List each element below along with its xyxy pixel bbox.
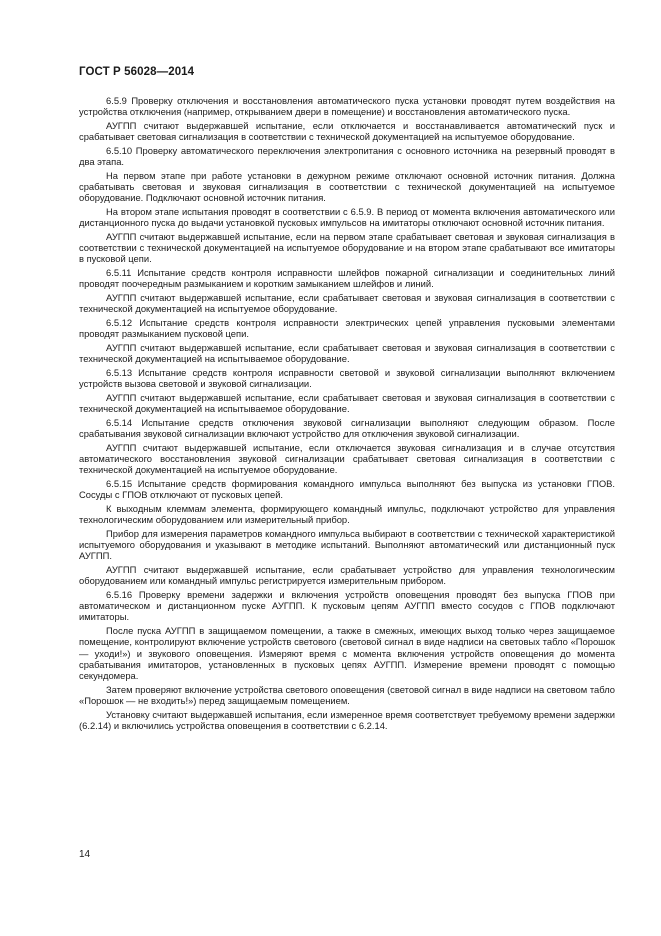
body-text xyxy=(79,95,615,734)
paragraph: АУГПП считают выдержавшей испытание, если отключается звуковая сигнализация и в случае отсутствия автоматического восстановления звуковой сигнализации срабатывает световая сигнализация в соответствии с технической документацией на испытуемое оборудование. xyxy=(79,441,615,476)
paragraph: После пуска АУГПП в защищаемом помещении, а также в смежных, имеющих выход только через защищаемое помещение, контролируют включение устройств светового (световой сигнал в виде надписи на световых табло «Порошок — уходи!») и звукового оповещения. Измеряют время с момента включения устройств оповещения до момента срабатывания имитаторов, установленных в пусковых цепях АУГПП. Измерение времени проводят с помощью секундомера. xyxy=(79,625,615,681)
paragraph: К выходным клеммам элемента, формирующего командный импульс, подключают устройство для управления технологическим оборудованием или измерительный прибор. xyxy=(79,502,615,526)
paragraph: На первом этапе при работе установки в дежурном режиме отключают основной источник питания. Должна срабатывать световая и звуковая сигнализация в соответствии с технической документацией на испытуемое оборудование. Подключают основной источник питания. xyxy=(79,169,615,204)
paragraph: АУГПП считают выдержавшей испытание, если срабатывает световая и звуковая сигнализация в соответствии с технической документацией на испытываемое оборудование. xyxy=(79,341,615,365)
paragraph: АУГПП считают выдержавшей испытание, если срабатывает устройство для управления технологическим оборудованием или командный импульс регистрируется измерительным прибором. xyxy=(79,564,615,587)
paragraph: Установку считают выдержавшей испытания, если измеренное время соответствует требуемому времени задержки (6.2.14) и включились устройства оповещения в соответствии с 6.2.14. xyxy=(79,708,615,731)
paragraph: На втором этапе испытания проводят в соответствии с 6.5.9. В период от момента включения автоматического или дистанционного пуска до выдачи установкой пусковых импульсов на имитаторы отключают основной источник питания. xyxy=(79,206,615,229)
page-number: 14 xyxy=(79,849,91,860)
paragraph: 6.5.16 Проверку времени задержки и включения устройств оповещения проводят без выпуска ГПОВ при автоматическом и дистанционном пуске АУГПП. К пусковым цепям АУГПП вместо сосудов с ГПОВ подключают имитаторы. xyxy=(79,588,615,623)
paragraph: АУГПП считают выдержавшей испытание, если срабатывает световая и звуковая сигнализация в соответствии с технической документацией на испытываемое оборудование. xyxy=(79,391,615,415)
paragraph: АУГПП считают выдержавшей испытание, если срабатывает световая и звуковая сигнализация в соответствии с технической документацией на испытуемое оборудование. xyxy=(79,292,615,315)
paragraph: АУГПП считают выдержавшей испытание, если отключается и восстанавливается автоматический пуск и срабатывает световая сигнализация в соответствии с технической документацией на испытуемое оборудование. xyxy=(79,119,615,143)
document-header: ГОСТ Р 56028—2014 xyxy=(79,66,195,78)
paragraph: 6.5.12 Испытание средств контроля исправности электрических цепей управления пусковыми элементами проводят размыканием пусковой цепи. xyxy=(79,317,615,340)
paragraph: Затем проверяют включение устройства светового оповещения (световой сигнал в виде надписи на световом табло «Порошок — не входить!») перед защищаемым помещением. xyxy=(79,683,615,706)
paragraph: 6.5.13 Испытание средств контроля исправности световой и звуковой сигнализации выполняют включением устройств вызова световой и звуковой сигнализации. xyxy=(79,366,615,390)
paragraph: 6.5.9 Проверку отключения и восстановления автоматического пуска установки проводят путем воздействия на устройства отключения (например, открыванием двери в помещение) и восстановления автоматического пуска. xyxy=(79,95,615,118)
paragraph: Прибор для измерения параметров командного импульса выбирают в соответствии с технической характеристикой испытуемого оборудования и указывают в методике испытаний. Выполняют автоматический или дистанционный пуск АУГПП. xyxy=(79,527,615,562)
paragraph: 6.5.11 Испытание средств контроля исправности шлейфов пожарной сигнализации и соединительных линий проводят поочередным размыканием и коротким замыканием шлейфов и линий. xyxy=(79,267,615,290)
paragraph: 6.5.15 Испытание средств формирования командного импульса выполняют без выпуска из установки ГПОВ. Сосуды с ГПОВ отключают от пусковых цепей. xyxy=(79,477,615,501)
paragraph: 6.5.14 Испытание средств отключения звуковой сигнализации выполняют следующим образом. После срабатывания звуковой сигнализации включают устройство для отключения звуковой сигнализации. xyxy=(79,416,615,440)
paragraph: 6.5.10 Проверку автоматического переключения электропитания с основного источника на резервный проводят в два этапа. xyxy=(79,144,615,168)
paragraph: АУГПП считают выдержавшей испытание, если на первом этапе срабатывает световая и звуковая сигнализация в соответствии с технической документацией на испытуемое оборудование и на втором этапе срабатывают все имитаторы в пусковой цепи. xyxy=(79,230,615,265)
